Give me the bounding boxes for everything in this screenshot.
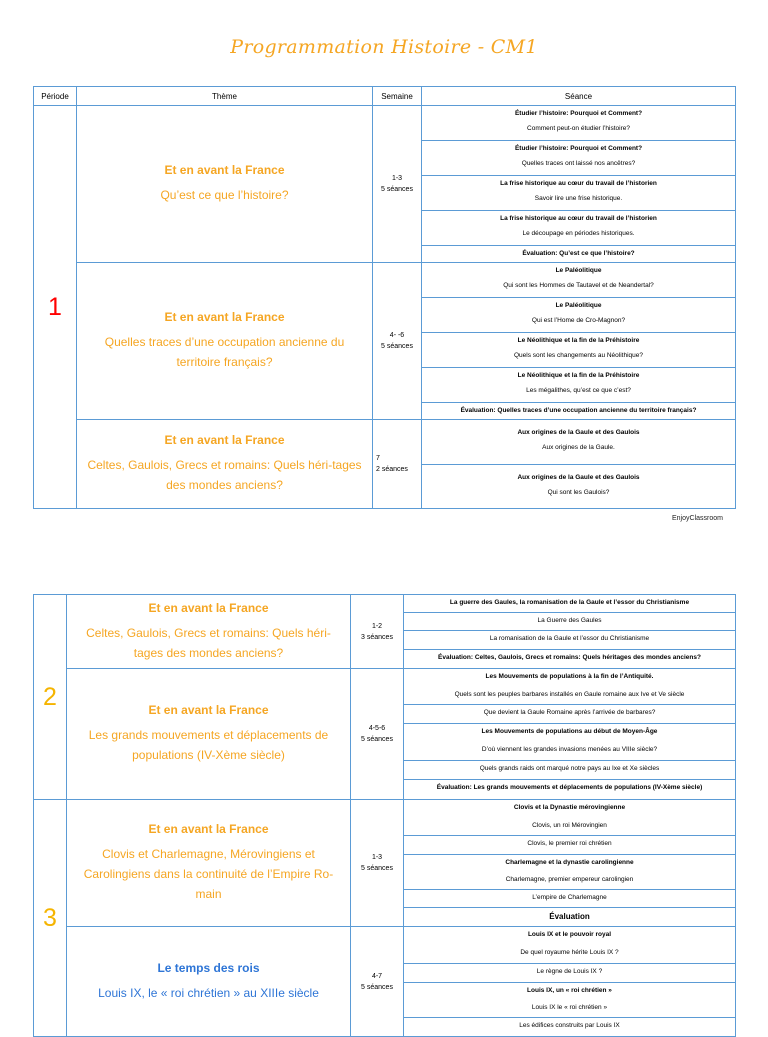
seance-line-text: Évaluation: Celtes, Gaulois, Grecs et romains: Quels héritages des mondes anciens? xyxy=(438,654,701,661)
table-row xyxy=(34,800,736,927)
seance-line-text: Charlemagne, premier empereur carolingien xyxy=(505,876,634,883)
seance-line-text: Clovis et la Dynastie mérovingienne xyxy=(513,804,626,811)
theme-subtitle: Quelles traces d’une occupation ancienne du territoire français? xyxy=(104,335,345,369)
theme-subtitle: Qu’est ce que l’histoire? xyxy=(160,188,289,202)
seance-item xyxy=(422,245,735,262)
seance-line-text: Les Mouvements de populations au début de Moyen-Âge xyxy=(481,728,658,735)
theme-cell xyxy=(77,263,373,420)
theme-title: Et en avant la France xyxy=(164,433,285,447)
seance-cell xyxy=(422,263,736,420)
week-range: 1-3 xyxy=(391,175,403,182)
table-row xyxy=(34,595,736,669)
seance-line-text: La guerre des Gaules, la romanisation de la Gaule et l’essor du Christianisme xyxy=(449,599,690,606)
seance-title: Étudier l’histoire: Pourquoi et Comment? xyxy=(514,110,643,117)
seance-detail: Le découpage en périodes historiques. xyxy=(522,230,635,237)
theme-cell xyxy=(67,595,351,669)
seance-detail: Comment peut-on étudier l’histoire? xyxy=(527,125,630,132)
theme-cell xyxy=(67,800,351,927)
table-row xyxy=(34,263,736,420)
table-row xyxy=(34,420,736,509)
seance-item xyxy=(422,464,735,508)
seance-line xyxy=(404,669,735,687)
seance-line xyxy=(404,982,735,1000)
week-cell xyxy=(351,927,404,1037)
seance-line-text: Que devient la Gaule Romaine après l’arrivée de barbares? xyxy=(483,709,656,716)
seance-item xyxy=(422,263,735,297)
theme-subtitle: Les grands mouvements et déplacements de populations (IV-Xème siècle) xyxy=(88,728,329,762)
seance-line-text: Évaluation: Les grands mouvements et déplacements de populations (IV-Xème siècle) xyxy=(436,784,703,791)
seance-item xyxy=(422,332,735,367)
seance-item xyxy=(422,140,735,175)
theme-cell xyxy=(77,420,373,509)
seance-title: Le Néolithique et la fin de la Préhistoire xyxy=(517,372,640,379)
table-row xyxy=(34,927,736,1037)
week-cell xyxy=(351,800,404,927)
seance-line-text: Louis IX et le pouvoir royal xyxy=(527,931,612,938)
week-count: 5 séances xyxy=(381,186,413,193)
seance-item xyxy=(422,106,735,140)
seance-line xyxy=(404,889,735,907)
seance-line xyxy=(404,704,735,723)
seance-title: La frise historique au cœur du travail de l’historien xyxy=(500,180,657,187)
theme-title: Et en avant la France xyxy=(148,703,269,717)
seance-line-text: Les Mouvements de populations à la fin de l’Antiquité. xyxy=(485,673,654,680)
week-cell xyxy=(373,263,422,420)
table-header-row xyxy=(34,87,736,106)
seance-title: La frise historique au cœur du travail de l’historien xyxy=(500,215,657,222)
seance-line-text: Charlemagne et la dynastie carolingienne xyxy=(505,859,634,866)
period-number: 3 xyxy=(34,800,67,1037)
seance-title: Évaluation: Quelles traces d’une occupation ancienne du territoire français? xyxy=(460,407,697,414)
week-cell xyxy=(373,106,422,263)
seance-line xyxy=(404,854,735,872)
seance-item xyxy=(422,367,735,402)
seance-line xyxy=(404,907,735,926)
seance-line-text: De quel royaume hérite Louis IX ? xyxy=(520,949,619,956)
seance-line xyxy=(404,963,735,982)
theme-subtitle: Celtes, Gaulois, Grecs et romains: Quels héri-tages des mondes anciens? xyxy=(87,458,362,492)
seance-line-text: La romanisation de la Gaule et l’essor du Christianisme xyxy=(489,635,650,642)
seance-detail: Aux origines de la Gaule. xyxy=(542,444,615,451)
seance-detail: Savoir lire une frise historique. xyxy=(534,195,623,202)
seance-detail: Les mégalithes, qu’est ce que c’est? xyxy=(526,387,631,394)
seance-line-text: La Guerre des Gaules xyxy=(537,617,602,624)
seance-detail: Quelles traces ont laissé nos ancêtres? xyxy=(521,160,636,167)
theme-subtitle: Celtes, Gaulois, Grecs et romains: Quels héri-tages des mondes anciens? xyxy=(86,625,331,660)
week-range: 4-7 xyxy=(371,972,383,980)
week-cell xyxy=(373,420,422,509)
seance-detail: Qui sont les Hommes de Tautavel et de Neandertal? xyxy=(503,282,654,289)
seance-line-text: Le règne de Louis IX ? xyxy=(536,968,603,975)
week-count: 3 séances xyxy=(361,633,393,641)
seance-line-text: Clovis, le premier roi chrétien xyxy=(527,840,612,847)
theme-title: Et en avant la France xyxy=(148,822,269,836)
seance-line xyxy=(404,687,735,704)
seance-item xyxy=(422,210,735,245)
theme-title: Et en avant la France xyxy=(148,600,269,615)
seance-title: Aux origines de la Gaule et des Gaulois xyxy=(517,474,640,481)
seance-cell xyxy=(404,595,736,669)
theme-subtitle: Clovis et Charlemagne, Mérovingiens et Carolingiens dans la continuité de l’Empire Ro-main xyxy=(83,847,334,901)
seance-item xyxy=(422,420,735,464)
week-cell xyxy=(351,595,404,669)
seance-title: Le Néolithique et la fin de la Préhistoire xyxy=(517,337,640,344)
theme-title: Et en avant la France xyxy=(164,310,285,324)
footer-credit: EnjoyClassroom xyxy=(672,515,723,522)
seance-detail: Quels sont les changements au Néolithique? xyxy=(514,352,643,359)
seance-line xyxy=(404,927,735,945)
seance-line-text: Les édifices construits par Louis IX xyxy=(519,1022,620,1029)
week-count: 2 séances xyxy=(376,466,408,473)
seance-line xyxy=(404,1000,735,1017)
programme-table-periods-2-3 xyxy=(33,594,736,1037)
seance-line xyxy=(404,630,735,649)
period-number: 1 xyxy=(34,106,77,509)
document-title: Programmation Histoire - CM1 xyxy=(230,36,538,58)
seance-line-text: Louis IX le « roi chrétien » xyxy=(531,1004,608,1011)
seance-item xyxy=(422,297,735,332)
seance-cell xyxy=(422,106,736,263)
seance-line xyxy=(404,872,735,889)
seance-title: Le Paléolitique xyxy=(555,267,602,274)
seance-line xyxy=(404,595,735,612)
seance-cell xyxy=(404,669,736,800)
seance-line xyxy=(404,800,735,818)
theme-cell xyxy=(67,669,351,800)
seance-line xyxy=(404,723,735,742)
week-range: 4-5-6 xyxy=(368,725,386,732)
header-periode: Période xyxy=(34,87,77,106)
week-range: 1-2 xyxy=(371,622,383,630)
week-count: 5 séances xyxy=(361,736,393,743)
table-row xyxy=(34,669,736,800)
seance-line-text: Louis IX, un « roi chrétien » xyxy=(527,987,612,994)
week-count: 5 séances xyxy=(381,343,413,350)
week-range: 4- -6 xyxy=(389,332,405,339)
seance-line-text: Quels grands raids ont marqué notre pays au Ixe et Xe siècles xyxy=(479,765,660,772)
theme-title: Le temps des rois xyxy=(157,960,260,975)
theme-title: Et en avant la France xyxy=(164,163,285,177)
table-row xyxy=(34,106,736,263)
seance-line-text: Quels sont les peuples barbares installés en Gaule romaine aux Ive et Ve siècle xyxy=(454,691,685,698)
seance-cell xyxy=(404,927,736,1037)
week-count: 5 séances xyxy=(361,865,393,872)
header-theme: Thème xyxy=(77,87,373,106)
theme-subtitle: Louis IX, le « roi chrétien » au XIIIe siècle xyxy=(98,985,319,1000)
seance-title: Étudier l’histoire: Pourquoi et Comment? xyxy=(514,145,643,152)
seance-item xyxy=(422,402,735,419)
seance-line-text: D’où viennent les grandes invasions menées au VIIIe siècle? xyxy=(481,746,658,753)
seance-line xyxy=(404,742,735,760)
seance-cell xyxy=(404,800,736,927)
period-number: 2 xyxy=(34,595,67,800)
seance-line xyxy=(404,945,735,963)
week-range: 7 xyxy=(376,455,380,462)
seance-line xyxy=(404,612,735,630)
seance-detail: Qui est l’Home de Cro-Magnon? xyxy=(531,317,626,324)
week-cell xyxy=(351,669,404,800)
seance-line xyxy=(404,818,735,835)
seance-line-text: Évaluation xyxy=(549,912,590,921)
week-count: 5 séances xyxy=(361,983,393,991)
seance-line xyxy=(404,760,735,779)
header-seance: Séance xyxy=(422,87,736,106)
seance-item xyxy=(422,175,735,210)
header-semaine: Semaine xyxy=(373,87,422,106)
seance-line-text: Clovis, un roi Mérovingien xyxy=(532,822,607,829)
seance-line xyxy=(404,779,735,799)
seance-line-text: L’empire de Charlemagne xyxy=(532,894,607,901)
seance-line xyxy=(404,649,735,668)
theme-cell xyxy=(67,927,351,1037)
seance-line xyxy=(404,835,735,854)
seance-title: Le Paléolitique xyxy=(555,302,602,309)
seance-line xyxy=(404,1017,735,1036)
programme-table-period-1 xyxy=(33,86,736,509)
seance-detail: Qui sont les Gaulois? xyxy=(547,489,610,496)
week-range: 1-3 xyxy=(371,854,383,861)
seance-title: Aux origines de la Gaule et des Gaulois xyxy=(517,429,640,436)
seance-cell xyxy=(422,420,736,509)
seance-title: Évaluation: Qu’est ce que l’histoire? xyxy=(522,250,635,257)
theme-cell xyxy=(77,106,373,263)
